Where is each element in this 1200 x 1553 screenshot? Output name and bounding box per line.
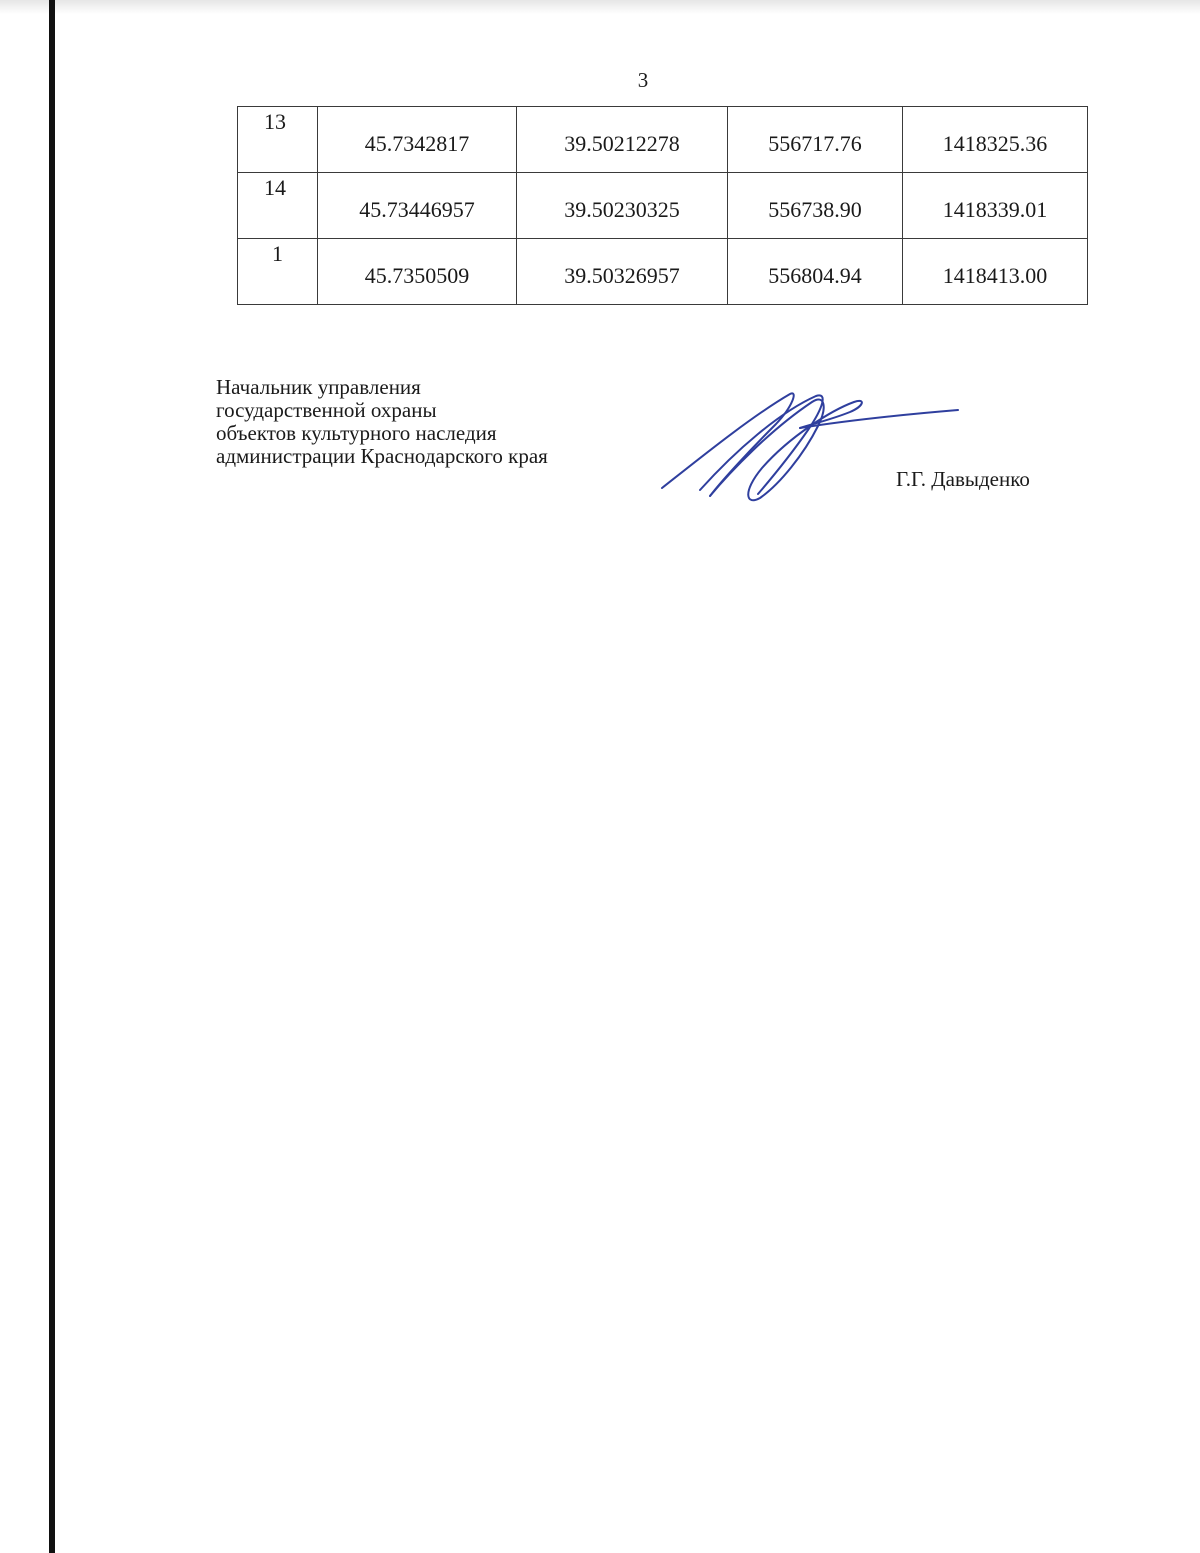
- table-row: [238, 173, 1088, 239]
- x-coordinate-cell: 556717.76: [728, 107, 903, 173]
- longitude-cell: 39.50326957: [517, 239, 728, 305]
- point-number: 13: [238, 107, 318, 173]
- latitude-cell: 45.7342817: [318, 107, 517, 173]
- point-number: 1: [238, 239, 318, 305]
- point-number: 14: [238, 173, 318, 239]
- scan-left-edge: [49, 0, 55, 1553]
- coordinates-table: [237, 106, 1088, 305]
- latitude-cell: 45.73446957: [318, 173, 517, 239]
- signatory-title-line: государственной охраны: [216, 398, 437, 423]
- y-coordinate-cell: 1418325.36: [903, 107, 1088, 173]
- y-coordinate-cell: 1418339.01: [903, 173, 1088, 239]
- signer-name: Г.Г. Давыденко: [896, 467, 1030, 491]
- longitude-cell: 39.50230325: [517, 173, 728, 239]
- page-number: 3: [637, 68, 649, 92]
- signatory-title-line: объектов культурного наследия: [216, 421, 497, 446]
- longitude-cell: 39.50212278: [517, 107, 728, 173]
- scan-top-shadow: [0, 0, 1200, 14]
- signature-stroke: [662, 393, 794, 496]
- latitude-cell: 45.7350509: [318, 239, 517, 305]
- table-row: [238, 107, 1088, 173]
- table-row: [238, 239, 1088, 305]
- x-coordinate-cell: 556738.90: [728, 173, 903, 239]
- signatory-title: [216, 376, 548, 468]
- handwritten-signature: [640, 380, 970, 520]
- signatory-title-line: Начальник управления: [216, 375, 421, 399]
- signatory-title-line: администрации Краснодарского края: [216, 444, 548, 469]
- y-coordinate-cell: 1418413.00: [903, 239, 1088, 305]
- signature-stroke: [710, 399, 862, 500]
- x-coordinate-cell: 556804.94: [728, 239, 903, 305]
